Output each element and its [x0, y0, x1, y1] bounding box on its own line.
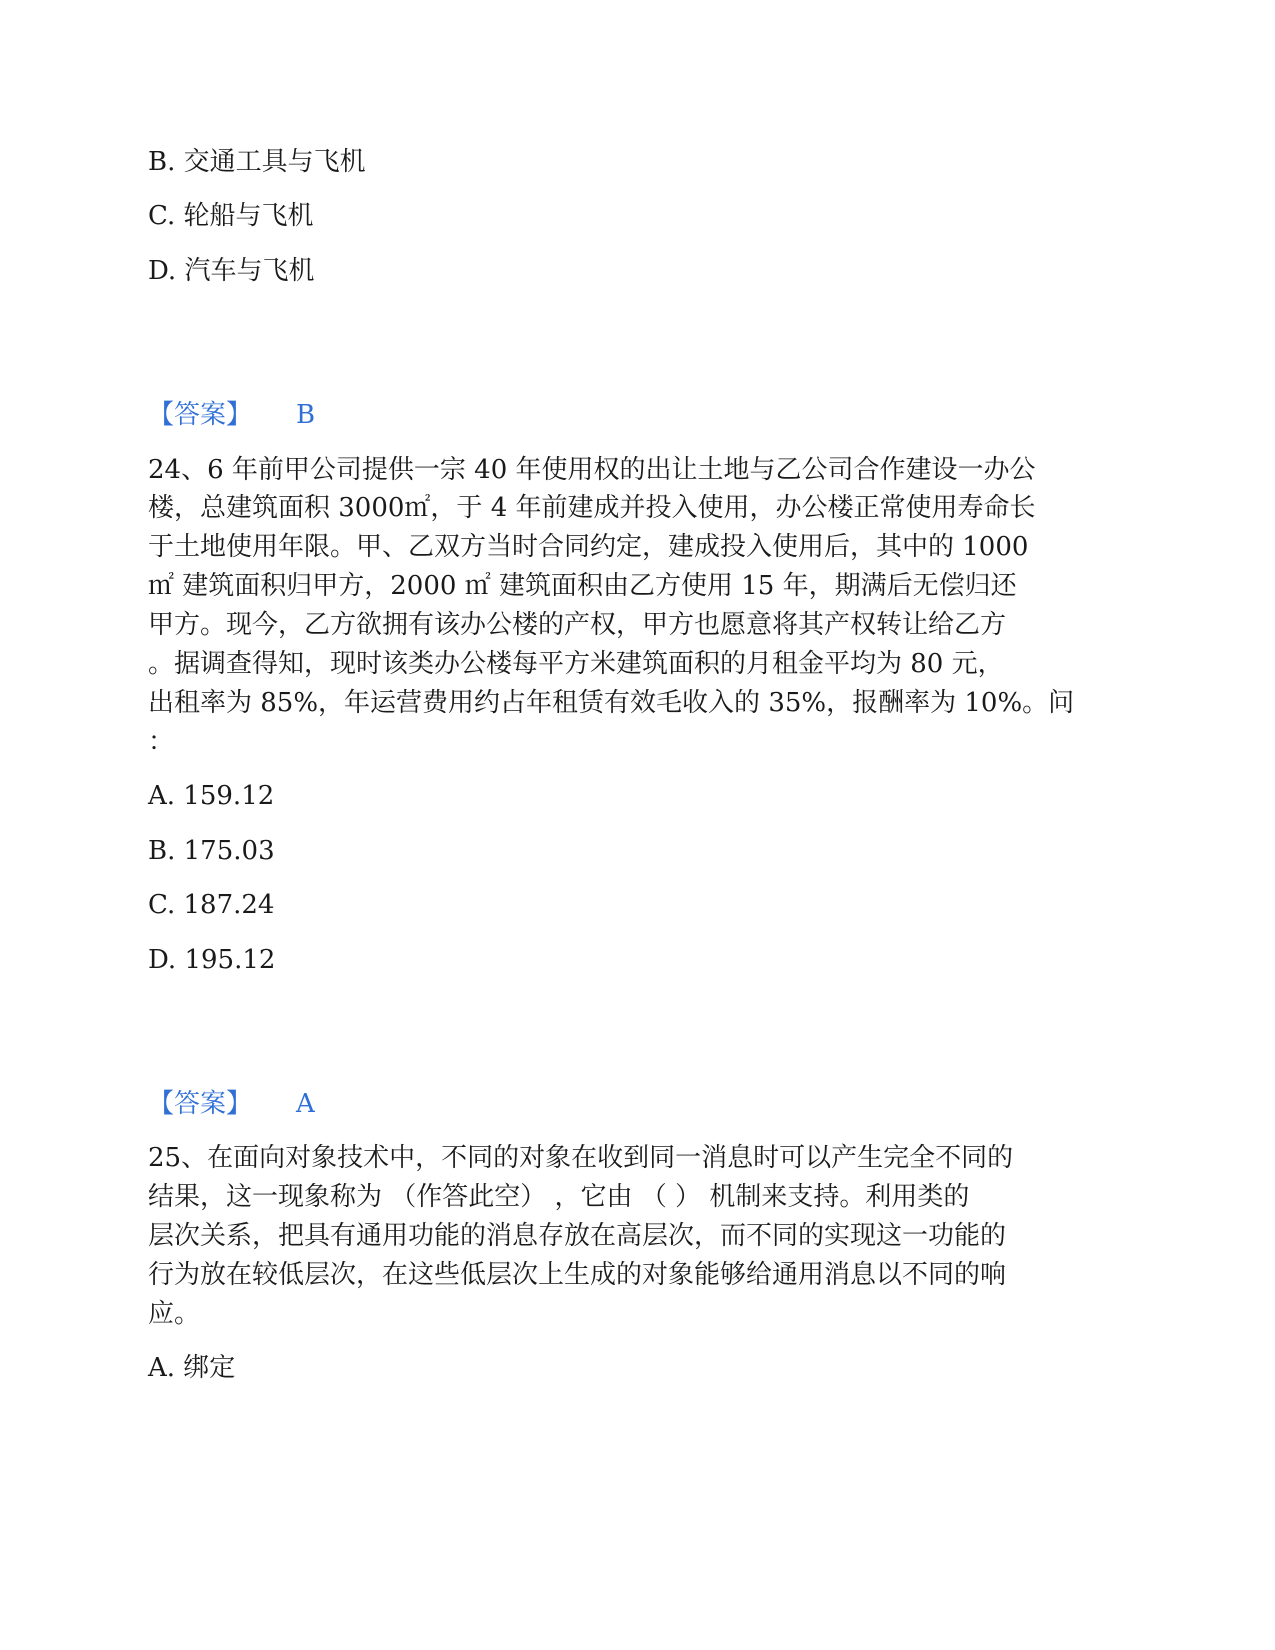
- option-d-prev: D. 汽车与飞机: [148, 256, 315, 286]
- q25-line-5: 应。: [148, 1299, 201, 1329]
- option-c-prev: C. 轮船与飞机: [148, 201, 314, 231]
- q25-line-2: 结果，这一现象称为 （作答此空） ，它由 （ ） 机制来支持。利用类的: [148, 1182, 970, 1212]
- q24-line-3: 于土地使用年限。甲、乙双方当时合同约定，建成投入使用后，其中的 1000: [148, 532, 1029, 562]
- q24-line-8: ：: [148, 727, 175, 757]
- answer-prev: [148, 399, 315, 431]
- q24-option-d: D. 195.12: [148, 945, 276, 975]
- q24-line-1: 24、6 年前甲公司提供一宗 40 年使用权的出让土地与乙公司合作建设一办公: [148, 455, 1036, 485]
- q24-line-5: 甲方。现今，乙方欲拥有该办公楼的产权，甲方也愿意将其产权转让给乙方: [148, 610, 1007, 640]
- q25-line-4: 行为放在较低层次，在这些低层次上生成的对象能够给通用消息以不同的响: [148, 1260, 1007, 1290]
- q25-option-a: A. 绑定: [148, 1353, 236, 1383]
- q24-line-4: ㎡ 建筑面积归甲方，2000 ㎡ 建筑面积由乙方使用 15 年，期满后无偿归还: [148, 571, 1017, 601]
- q24-option-b: B. 175.03: [148, 836, 275, 866]
- answer-label: 【答案】: [148, 1089, 253, 1119]
- answer-value: A: [296, 1089, 315, 1119]
- q24-line-6: 。据调查得知，现时该类办公楼每平方米建筑面积的月租金平均为 80 元，: [148, 649, 1004, 679]
- answer-q24: [148, 1088, 315, 1120]
- q24-line-7: 出租率为 85%，年运营费用约占年租赁有效毛收入的 35%，报酬率为 10%。问: [148, 688, 1075, 718]
- q25-line-3: 层次关系，把具有通用功能的消息存放在高层次，而不同的实现这一功能的: [148, 1221, 1007, 1251]
- q24-option-a: A. 159.12: [148, 781, 275, 811]
- option-b-prev: B. 交通工具与飞机: [148, 147, 366, 177]
- answer-label: 【答案】: [148, 400, 253, 430]
- q24-option-c: C. 187.24: [148, 890, 275, 920]
- answer-value: B: [296, 400, 316, 430]
- q24-line-2: 楼，总建筑面积 3000㎡，于 4 年前建成并投入使用，办公楼正常使用寿命长: [148, 493, 1036, 523]
- q25-line-1: 25、在面向对象技术中，不同的对象在收到同一消息时可以产生完全不同的: [148, 1143, 1014, 1173]
